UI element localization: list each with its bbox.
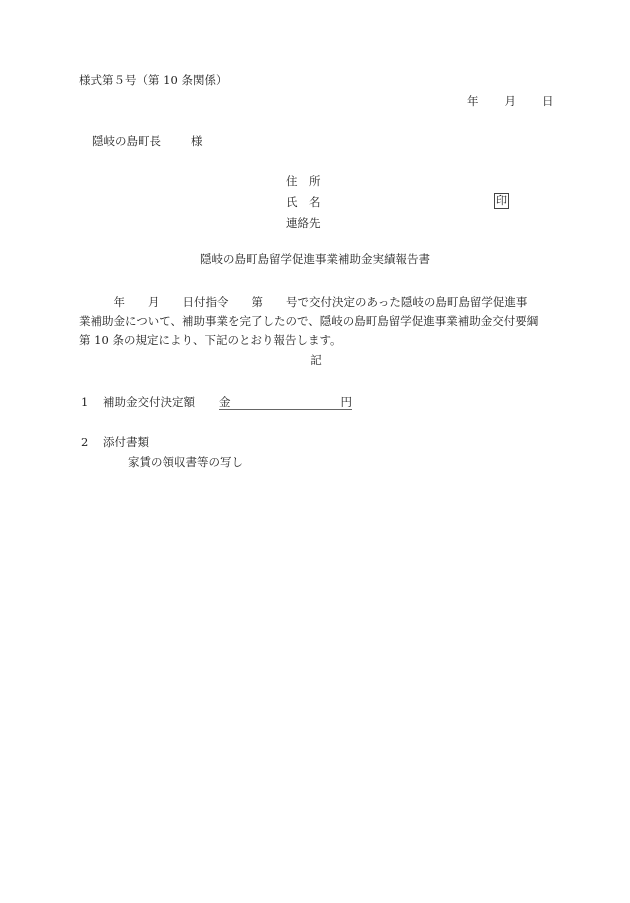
- date-day: 日: [542, 94, 554, 108]
- addressee: [92, 134, 203, 148]
- applicant-block: [286, 174, 321, 237]
- item-grant-amount: [81, 395, 352, 410]
- amount-suffix: 円: [340, 395, 352, 409]
- ki-text: 記: [310, 353, 322, 367]
- date-line: [467, 94, 554, 108]
- item-number: 2: [81, 435, 89, 449]
- body-line: 業補助金について、補助事業を完了したので、隠岐の島町島留学促進事業補助金交付要綱: [79, 314, 539, 328]
- ki-heading: [0, 353, 630, 367]
- form-number: 様式第５号（第 10 条関係）: [79, 73, 228, 87]
- amount-prefix: 金: [219, 395, 231, 409]
- body-line: 第 10 条の規定により、下記のとおり報告します。: [79, 333, 342, 347]
- body-paragraph: [79, 293, 559, 350]
- document-title: 隠岐の島町島留学促進事業補助金実績報告書: [200, 252, 430, 266]
- date-month: 月: [504, 94, 516, 108]
- body-line: 年 月 日付指令 第 号で交付決定のあった隠岐の島町島留学促進事: [79, 295, 528, 309]
- amount-field[interactable]: [219, 395, 352, 410]
- item-label: 補助金交付決定額: [103, 395, 195, 409]
- seal-icon: 印: [496, 194, 507, 207]
- item-attachments: [81, 435, 149, 449]
- contact-label: 連絡先: [286, 216, 321, 230]
- item-label: 添付書類: [103, 435, 149, 449]
- addressee-honorific: 様: [191, 134, 203, 148]
- item-number: 1: [81, 395, 89, 409]
- date-year: 年: [467, 94, 479, 108]
- addressee-name: 隠岐の島町長: [92, 134, 161, 148]
- attachment-detail: 家賃の領収書等の写し: [128, 455, 243, 469]
- name-label: 氏 名: [286, 195, 321, 209]
- address-label: 住 所: [286, 174, 321, 188]
